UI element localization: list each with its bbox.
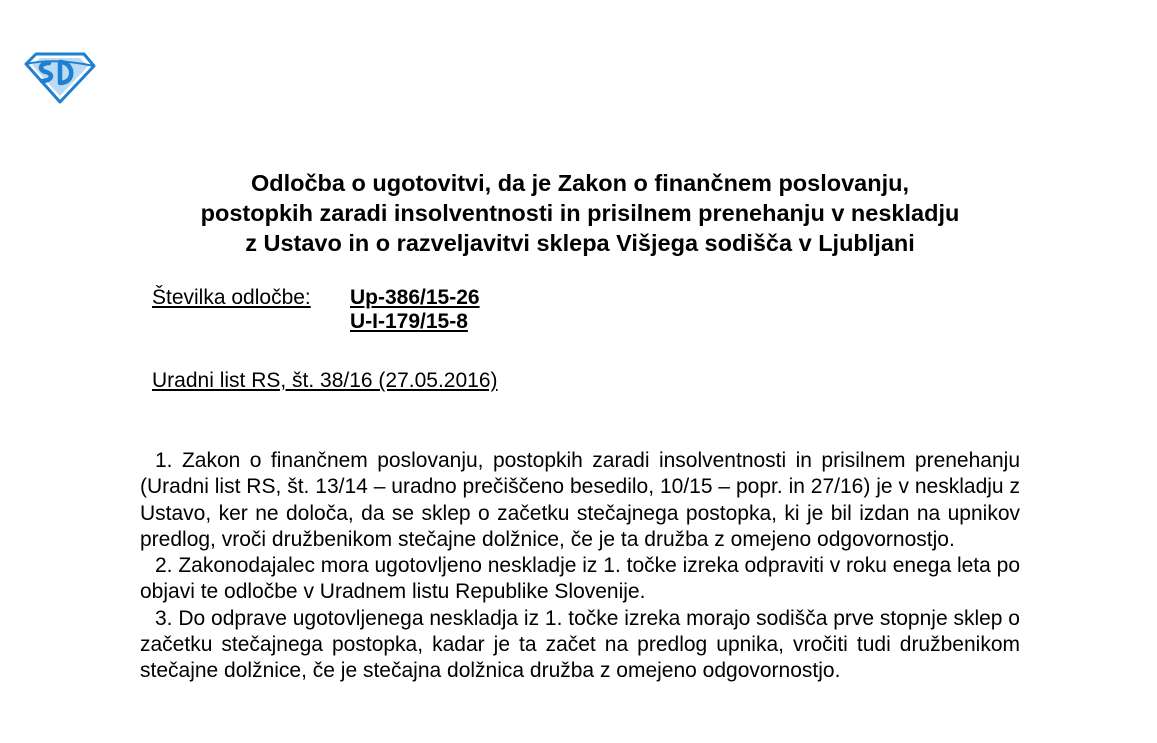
decision-item-2: 2. Zakonodajalec mora ugotovljeno neskladje iz 1. točke izreka odpraviti v roku enega leta po objavi te odločbe v Uradnem listu Republike Slovenije. [140, 554, 1021, 604]
document-title [140, 168, 1020, 258]
official-gazette-reference: Uradni list RS, št. 38/16 (27.05.2016) [152, 369, 498, 392]
sd-logo-icon [22, 50, 96, 104]
decision-number-block [152, 285, 672, 337]
title-line-2: postopkih zaradi insolventnosti in prisilnem prenehanju v neskladju [200, 200, 960, 226]
decision-body [140, 448, 1020, 685]
decision-item-3: 3. Do odprave ugotovljenega neskladja iz 1. točke izreka morajo sodišča prve stopnje sklep o začetku stečajnega postopka, kadar je ta začet na predlog upnika, vročiti tudi družbenikom stečajne dolžnice, če je stečajna dolžnica družba z omejeno odgovornostjo. [140, 606, 1020, 683]
title-line-3: z Ustavo in o razveljavitvi sklepa Višjega sodišča v Ljubljani [245, 230, 915, 256]
decision-item-1: 1. Zakon o finančnem poslovanju, postopkih zaradi insolventnosti in prisilnem prenehanju (Uradni list RS, št. 13/14 – uradno prečiščeno besedilo, 10/15 – popr. in 27/16) je v neskladju z Ustavo, ker ne določa, da se sklep o začetku stečajnega postopka, ki je bil izdan na upnikov predlog, vroči družbenikom stečajne dolžnice, če je ta družba z omejeno odgovornostjo. [140, 449, 1020, 551]
title-line-1: Odločba o ugotovitvi, da je Zakon o finančnem poslovanju, [250, 170, 910, 196]
decision-number-2: U-I-179/15-8 [350, 310, 468, 333]
decision-number-label: Številka odločbe: [152, 286, 311, 309]
decision-number-1: Up-386/15-26 [350, 286, 480, 309]
